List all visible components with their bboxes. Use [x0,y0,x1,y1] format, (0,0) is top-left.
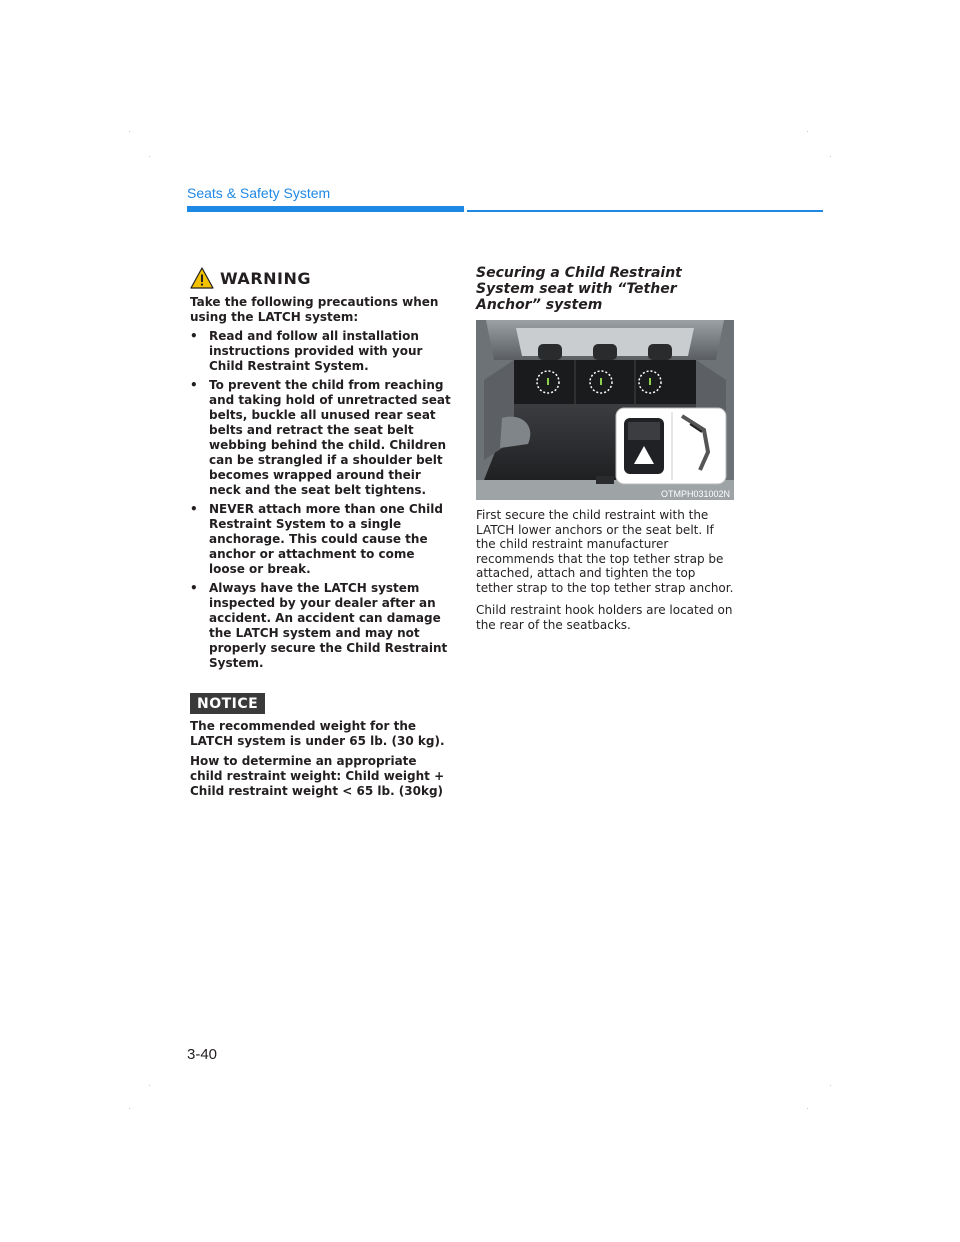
crop-mark [830,1085,831,1086]
notice-paragraph: How to determine an appropriate child restraint weight: Child weight + Child restraint weight < 65 lb. (30kg) [190,754,445,798]
right-column [476,265,734,632]
crop-mark [149,156,150,157]
notice-text [190,719,452,799]
cargo-area-illustration [476,320,734,500]
header-rule-thick [187,206,464,212]
warning-list [190,329,452,671]
warning-item: • Always have the LATCH system inspected by your dealer after an accident. An accident can damage the LATCH system and may not properly secure the Child Restraint System. [190,581,452,671]
body-paragraph: Child restraint hook holders are located on the rear of the seatbacks. [476,603,733,632]
warning-item: • Read and follow all installation instructions provided with your Child Restraint System. [190,329,452,374]
crop-mark [830,156,831,157]
crop-mark [807,1108,808,1109]
page-number: 3-40 [187,1046,218,1063]
figure-code: OTMPH031002N [660,489,730,499]
header-rule-thin [467,210,823,212]
warning-header [190,266,452,290]
warning-item: • To prevent the child from reaching and taking hold of unretracted seat belts, buckle all unused rear seat belts and retract the seat belt webbing behind the child. Children can be strangled if a shoulder belt becomes wrapped around their neck and the seat belt tightens. [190,378,452,498]
warning-title: WARNING [220,268,311,288]
section-body [476,508,734,632]
cargo-area-figure [476,320,734,500]
warning-triangle-icon [190,267,214,289]
crop-mark [807,131,808,132]
warning-intro: Take the following precautions when using the LATCH system: [190,295,439,324]
left-column [190,266,452,802]
warning-item: • NEVER attach more than one Child Restraint System to a single anchorage. This could cause the anchor or attachment to come loose or break. [190,502,452,577]
crop-mark [149,1085,150,1086]
section-heading: Securing a Child Restraint System seat with “Tether Anchor” system [476,265,682,313]
notice-label: NOTICE [190,693,265,714]
body-paragraph: First secure the child restraint with the LATCH lower anchors or the seat belt. If the child restraint manufacturer recommends that the top tether strap be attached, attach and tighten the top tether strap to the top tether strap anchor. [476,508,734,595]
crop-mark [129,1108,130,1109]
notice-paragraph: The recommended weight for the LATCH system is under 65 lb. (30 kg). [190,719,445,748]
crop-mark [129,131,130,132]
section-title: Seats & Safety System [187,185,331,201]
